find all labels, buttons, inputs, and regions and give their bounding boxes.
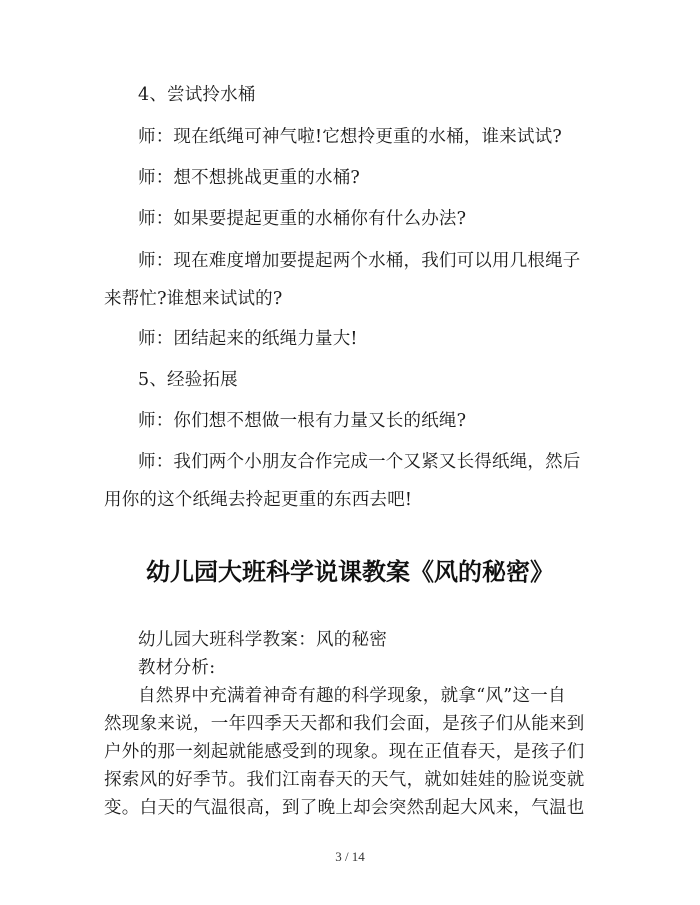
- paragraph-line: 师：我们两个小朋友合作完成一个又紧又长得纸绳，然后: [138, 452, 581, 472]
- paragraph: 师：你们想不想做一根有力量又长的纸绳?: [138, 411, 467, 431]
- paragraph-line: 来帮忙?谁想来试试的?: [104, 289, 283, 309]
- section-heading-5: 5、经验拓展: [138, 370, 238, 390]
- section-heading-4: 4、尝试拎水桶: [138, 85, 256, 105]
- body-line: 变。白天的气温很高，到了晚上却会突然刮起大风来，气温也: [104, 798, 585, 818]
- analysis-label: 教材分析:: [138, 658, 216, 678]
- body-line: 探索风的好季节。我们江南春天的天气，就如娃娃的脸说变就: [104, 770, 585, 790]
- paragraph: 师：现在纸绳可神气啦!它想拎更重的水桶，谁来试试?: [138, 127, 562, 147]
- body-line: 自然界中充满着神奇有趣的科学现象，就拿“风”这一自: [138, 686, 566, 706]
- body-line: 户外的那一刻起就能感受到的现象。现在正值春天，是孩子们: [104, 742, 585, 762]
- paragraph-line: 师：现在难度增加要提起两个水桶，我们可以用几根绳子: [138, 251, 581, 271]
- lesson-title: 幼儿园大班科学说课教案《风的秘密》: [146, 558, 554, 586]
- paragraph-line: 用你的这个纸绳去拎起更重的东西去吧!: [104, 490, 413, 510]
- body-line: 然现象来说，一年四季天天都和我们会面，是孩子们从能来到: [104, 714, 585, 734]
- page-number: 3 / 14: [335, 849, 365, 864]
- paragraph: 师：想不想挑战更重的水桶?: [138, 168, 360, 188]
- paragraph: 师：如果要提起更重的水桶你有什么办法?: [138, 209, 467, 229]
- lesson-subtitle: 幼儿园大班科学教案：风的秘密: [138, 630, 388, 650]
- paragraph: 师：团结起来的纸绳力量大!: [138, 329, 358, 349]
